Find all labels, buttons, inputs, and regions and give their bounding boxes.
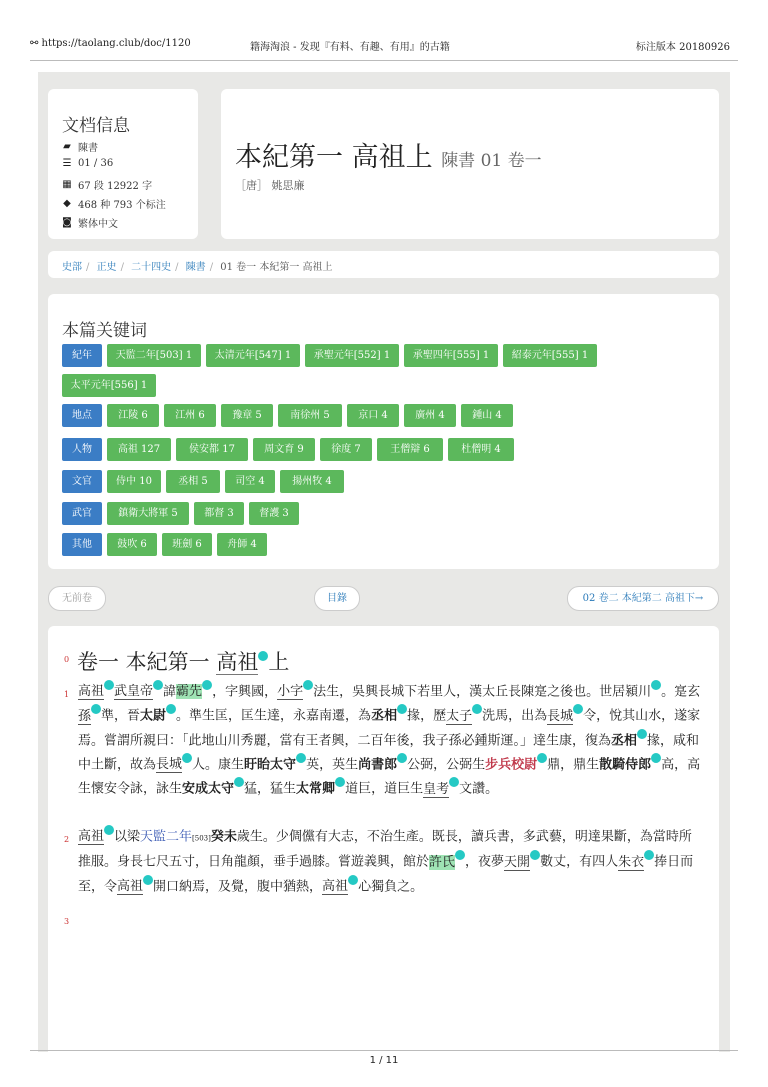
annotation-marker[interactable] (472, 704, 482, 714)
info-volume: 01 / 36 (78, 158, 114, 169)
keyword-tag[interactable]: 舟師 4 (217, 533, 267, 556)
header-url[interactable]: ⚯ https://taolang.club/doc/1120 (30, 38, 191, 49)
annotation-marker[interactable] (166, 704, 176, 714)
annotation-marker[interactable] (449, 777, 459, 787)
header-site-title: 籍海淘浪 - 发现『有料、有趣、有用』的古籍 (250, 42, 450, 53)
line-number: 3 (64, 917, 70, 926)
keyword-tag[interactable]: 都督 3 (194, 502, 244, 525)
breadcrumb-item-zhengshi[interactable]: 正史 (96, 262, 117, 273)
annotation-marker[interactable] (91, 704, 101, 714)
annotation-marker[interactable] (651, 753, 661, 763)
keyword-row-civil-office (62, 470, 344, 493)
keyword-category[interactable]: 地点 (62, 404, 102, 427)
keyword-tag[interactable]: 徐度 7 (320, 438, 372, 461)
title-subtitle: 陳書 01 卷一 (441, 151, 542, 171)
line-number: 1 (64, 690, 70, 699)
breadcrumb-separator: / (175, 262, 179, 273)
info-volume-row (62, 158, 113, 169)
keyword-row-person (62, 438, 514, 461)
chapter-title-suffix: 上 (268, 650, 290, 674)
annotation-marker[interactable] (537, 753, 547, 763)
keyword-tag[interactable]: 侍中 10 (107, 470, 161, 493)
breadcrumb-separator: / (86, 262, 90, 273)
keyword-tag[interactable]: 京口 4 (347, 404, 399, 427)
keyword-tag[interactable]: 紹泰元年[555] 1 (503, 344, 597, 367)
breadcrumb-separator: / (120, 262, 124, 273)
annotation-marker[interactable] (258, 651, 268, 661)
language-icon: ◙ (62, 216, 72, 228)
keyword-tag[interactable]: 承聖四年[555] 1 (404, 344, 498, 367)
annotation-marker[interactable] (234, 777, 244, 787)
keyword-row-place (62, 404, 513, 427)
breadcrumb-item-ershisishi[interactable]: 二十四史 (131, 262, 172, 273)
keyword-category[interactable]: 人物 (62, 438, 102, 461)
keyword-tag[interactable]: 王僧辯 6 (377, 438, 443, 461)
annotation-marker[interactable] (348, 875, 358, 885)
text-card (48, 626, 719, 1052)
keyword-row-era-continued (62, 374, 156, 397)
annotation-marker[interactable] (573, 704, 583, 714)
keyword-tag[interactable]: 班劍 6 (162, 533, 212, 556)
annotation-marker[interactable] (104, 825, 114, 835)
print-header (0, 0, 768, 72)
keyword-tag[interactable]: 高祖 127 (107, 438, 171, 461)
author: ［唐］ 姚思廉 (235, 179, 305, 192)
info-book: 陳書 (78, 143, 98, 154)
info-book-row (62, 139, 98, 154)
keyword-tag[interactable]: 太清元年[547] 1 (206, 344, 300, 367)
breadcrumb (62, 258, 333, 273)
keyword-tag[interactable]: 司空 4 (225, 470, 275, 493)
annotation-marker[interactable] (104, 680, 114, 690)
breadcrumb-item-chenshu[interactable]: 陳書 (185, 262, 206, 273)
keyword-category[interactable]: 武官 (62, 502, 102, 525)
keywords-card (48, 294, 719, 569)
keyword-tag[interactable]: 廣州 4 (404, 404, 456, 427)
annotation-marker[interactable] (530, 850, 540, 860)
annotation-marker[interactable] (202, 680, 212, 690)
breadcrumb-item-shibu[interactable]: 史部 (62, 262, 82, 273)
line-number: 0 (64, 655, 70, 664)
chapter-title-person[interactable]: 高祖 (216, 650, 259, 674)
info-script: 繁体中文 (78, 219, 118, 230)
breadcrumb-card (48, 251, 719, 278)
keyword-tag[interactable]: 太平元年[556] 1 (62, 374, 156, 397)
keyword-tag[interactable]: 豫章 5 (221, 404, 273, 427)
keywords-heading: 本篇关键词 (62, 321, 147, 341)
annotation-marker[interactable] (651, 680, 661, 690)
grid-icon: ▦ (62, 178, 72, 190)
chapter-title (77, 646, 289, 676)
title-main-text: 本紀第一 高祖上 (235, 142, 433, 173)
keyword-category[interactable]: 其他 (62, 533, 102, 556)
header-divider (30, 60, 738, 61)
info-stats-row (62, 177, 152, 192)
annotation-marker[interactable] (296, 753, 306, 763)
keyword-category[interactable]: 紀年 (62, 344, 102, 367)
info-script-row (62, 215, 118, 230)
keyword-tag[interactable]: 鎮衛大將軍 5 (107, 502, 189, 525)
keyword-row-military-office (62, 502, 299, 525)
info-stats: 67 段 12922 字 (78, 181, 153, 192)
paragraph-2: 高祖 以梁天監二年[503]癸未歲生。少倜儻有大志，不治生產。既長，讀兵書，多武藝，明達果斷，為當時所推服。身長七尺五寸，日角龍顏，垂手過膝。嘗遊義興，館於許氏 ，夜夢天開 數丈，有四人朱衣 捧日而至，令高祖 開口納焉，及覺，腹中猶熱，高祖 心獨負之。 (78, 825, 704, 899)
info-heading: 文档信息 (62, 116, 130, 136)
info-notes-row (62, 196, 166, 211)
annotation-marker[interactable] (153, 680, 163, 690)
keyword-tag[interactable]: 揚州牧 4 (280, 470, 344, 493)
table-of-contents-button[interactable]: 目錄 (314, 586, 360, 611)
keyword-row-other (62, 533, 267, 556)
keyword-tag[interactable]: 督護 3 (249, 502, 299, 525)
keyword-tag[interactable]: 鼓吹 6 (107, 533, 157, 556)
keyword-tag[interactable]: 天監二年[503] 1 (107, 344, 201, 367)
annotation-marker[interactable] (182, 753, 192, 763)
breadcrumb-separator: / (209, 262, 214, 273)
keyword-tag[interactable]: 承聖元年[552] 1 (305, 344, 399, 367)
keyword-tag[interactable]: 鍾山 4 (461, 404, 513, 427)
footer-divider (30, 1050, 738, 1051)
annotation-marker[interactable] (637, 729, 647, 739)
keyword-row-era (62, 344, 597, 367)
header-version: 标注版本 20180926 (635, 42, 730, 53)
next-volume-button[interactable]: 02 卷二 本紀第二 高祖下→ (567, 586, 719, 611)
line-number: 2 (64, 835, 70, 844)
keyword-category[interactable]: 文官 (62, 470, 102, 493)
page-title (235, 135, 542, 174)
breadcrumb-current: 01 卷一 本紀第一 高祖上 (220, 262, 333, 273)
annotation-marker[interactable] (397, 704, 407, 714)
annotation-marker[interactable] (455, 850, 465, 860)
annotation-marker[interactable] (143, 875, 153, 885)
keyword-tag[interactable]: 周文育 9 (253, 438, 315, 461)
annotation-marker[interactable] (397, 753, 407, 763)
keyword-tag[interactable]: 江州 6 (164, 404, 216, 427)
page-number: 1 / 11 (369, 1055, 399, 1066)
keyword-tag[interactable]: 杜僧明 4 (448, 438, 514, 461)
annotation-marker[interactable] (335, 777, 345, 787)
annotation-marker[interactable] (303, 680, 313, 690)
keyword-tag[interactable]: 江陵 6 (107, 404, 159, 427)
book-icon: ▰ (63, 140, 71, 152)
tags-icon: ◆ (63, 197, 71, 209)
keyword-tag[interactable]: 南徐州 5 (278, 404, 342, 427)
keyword-tag[interactable]: 侯安都 17 (176, 438, 248, 461)
keyword-tag[interactable]: 丞相 5 (166, 470, 220, 493)
paragraph-1: 高祖 武皇帝 諱霸先 ，字興國，小字 法生，吳興長城下若里人，漢太丘長陳寔之後也。世居潁川 。寔玄孫 準，晉太尉 。準生匡，匡生達，永嘉南遷，為丞相 掾，歷太子 洗馬，出為長城 令，悅其山水，遂家焉。嘗謂所親曰：「此地山川秀麗，當有王者興，二百年後，我子孫必鍾斯運。」達生康，復為丞相 掾，咸和中土斷，故為長城 人。康生盱眙太守 英，英生尚書郎 公弼，公弼生步兵校尉 鼎，鼎生散騎侍郎 高，高生懷安令詠，詠生安成太守 猛，猛生太常卿 道巨，道巨生皇考 文讚。 (78, 680, 704, 802)
title-card (221, 89, 719, 239)
annotation-marker[interactable] (644, 850, 654, 860)
info-notes: 468 种 793 个标注 (78, 200, 166, 211)
prev-volume-button[interactable]: 无前卷 (48, 586, 106, 611)
document-info-card (48, 89, 198, 239)
list-icon: ☰ (62, 157, 72, 169)
chapter-title-text: 卷一 本紀第一 (77, 650, 217, 674)
